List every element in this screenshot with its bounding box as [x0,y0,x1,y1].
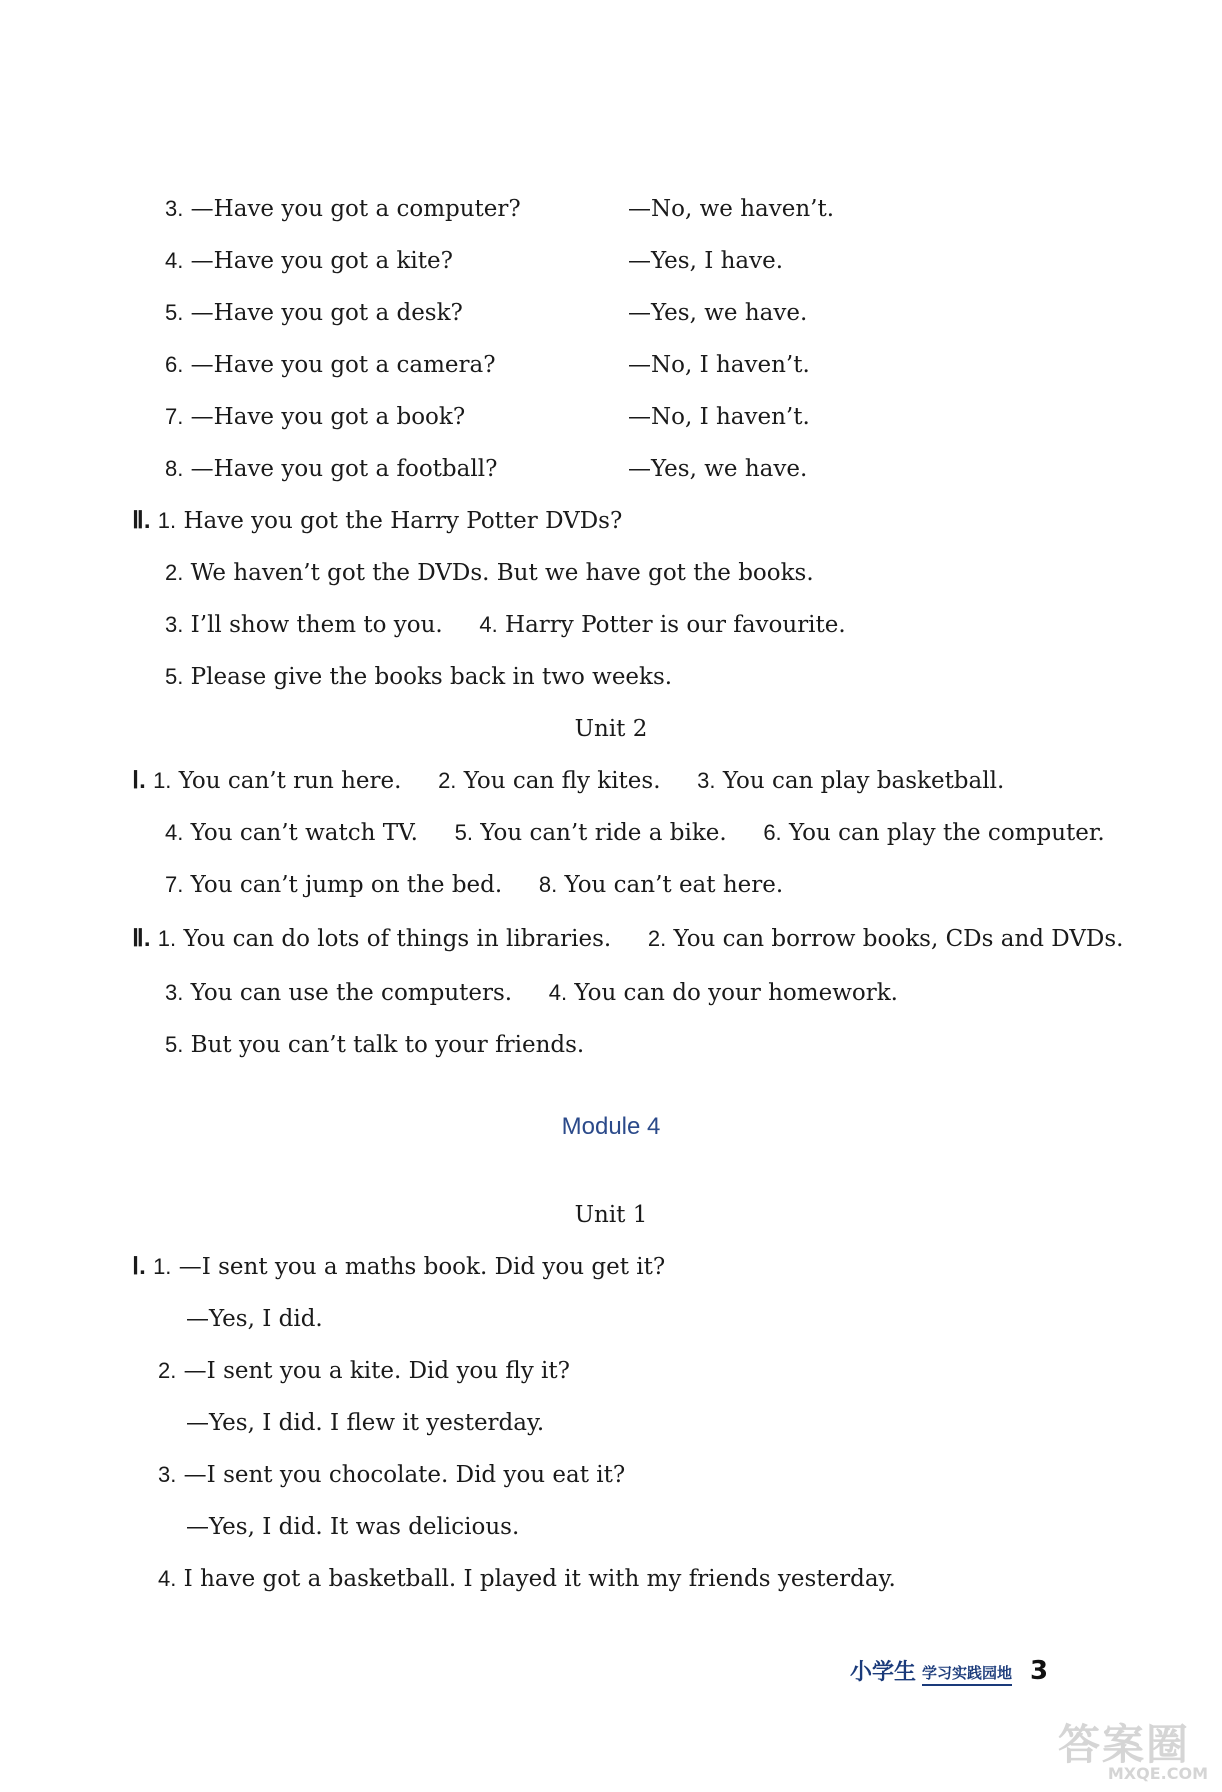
qa-row [165,298,463,328]
item-number: 2. [165,560,184,585]
answer-line [165,558,814,588]
watermark-text: 答案圈 [1058,1720,1191,1769]
answer-line [165,818,1105,848]
item-number: 5. [165,300,184,325]
item-number: 3. [158,1462,177,1487]
question-text: —I sent you a kite. Did you fly it? [183,1358,570,1384]
watermark-logo [1058,1712,1208,1782]
item-number: 4. [158,1566,177,1591]
section-marker: Ⅰ. [132,767,146,794]
answer-text: —Yes, we have. [628,456,808,482]
page-number: 3 [1030,1656,1049,1686]
answer-text: You can play the computer. [788,820,1105,846]
answer-text: You can’t watch TV. [190,820,418,846]
item-number: 3. [165,612,184,637]
item-number: 4. [165,248,184,273]
item-number: 8. [538,872,558,897]
section-marker: Ⅰ. [132,1253,146,1280]
answer-text: Harry Potter is our favourite. [505,612,846,638]
qa-row [165,402,465,432]
question-text: —Have you got a desk? [190,300,463,326]
qa-row [165,246,453,276]
footer-subtitle: 学习实践园地 [922,1662,1012,1686]
item-number: 1. [157,508,177,533]
answer-line [165,870,783,900]
item-number: 7. [165,872,184,897]
answer-text: You can do your homework. [574,980,898,1006]
answer-line [158,1460,625,1490]
footer-brand: 小学生 [850,1660,917,1685]
item-number: 6. [763,820,782,845]
qa-row [165,194,521,224]
qa-row [165,454,497,484]
answer-text: But you can’t talk to your friends. [190,1032,585,1058]
section-marker: Ⅱ. [132,925,151,952]
answer-text: —Yes, I did. I flew it yesterday. [186,1410,545,1436]
question-text: —I sent you chocolate. Did you eat it? [183,1462,626,1488]
answer-line [165,978,898,1008]
answer-line [158,1564,896,1594]
answer-line [132,766,1004,796]
question-text: —Have you got a computer? [190,196,521,222]
answer-line [165,1030,584,1060]
answer-line [165,662,672,692]
item-number: 4. [548,980,568,1005]
item-number: 2. [438,768,457,793]
question-text: —Have you got a book? [190,404,466,430]
item-number: 8. [165,456,184,481]
answer-text: I’ll show them to you. [190,612,443,638]
section-marker: Ⅱ. [132,507,151,534]
question-text: —I sent you a maths book. Did you get it? [178,1254,666,1280]
answer-text: Have you got the Harry Potter DVDs? [183,508,623,534]
answer-text: —No, I haven’t. [628,352,810,378]
answer-line [132,1252,665,1282]
item-number: 6. [165,352,184,377]
item-number: 2. [647,926,667,951]
answer-text: —Yes, we have. [628,300,808,326]
item-number: 1. [153,768,172,793]
question-text: —Have you got a camera? [190,352,496,378]
answer-text: —Yes, I did. [186,1306,323,1332]
item-number: 5. [165,664,184,689]
item-number: 5. [454,820,473,845]
answer-line [158,1356,570,1386]
unit-heading: Unit 1 [574,1202,648,1228]
watermark-url: MXQE.COM [1107,1764,1208,1783]
item-number: 1. [153,1254,172,1279]
answer-text: You can do lots of things in libraries. [183,926,612,952]
answer-text: You can’t ride a bike. [480,820,727,846]
answer-line [132,924,1124,954]
answer-text: —Yes, I have. [628,248,784,274]
answer-text: You can’t run here. [178,768,402,794]
page-footer [850,1655,1048,1686]
item-number: 2. [158,1358,177,1383]
item-number: 3. [165,196,184,221]
item-number: 1. [157,926,177,951]
answer-line [165,610,846,640]
item-number: 5. [165,1032,184,1057]
answer-text: Please give the books back in two weeks. [190,664,673,690]
answer-text: We haven’t got the DVDs. But we have got the books. [190,560,814,586]
item-number: 4. [165,820,184,845]
item-number: 3. [165,980,184,1005]
item-number: 3. [697,768,716,793]
unit-heading: Unit 2 [574,716,648,742]
answer-text: You can fly kites. [463,768,661,794]
qa-row [165,350,496,380]
answer-text: You can’t eat here. [564,872,784,898]
answer-text: You can use the computers. [190,980,513,1006]
module-heading: Module 4 [561,1113,661,1140]
answer-text: —No, I haven’t. [628,404,810,430]
answer-text: You can borrow books, CDs and DVDs. [673,926,1124,952]
question-text: —Have you got a football? [190,456,498,482]
answer-text: —Yes, I did. It was delicious. [186,1514,520,1540]
answer-text: I have got a basketball. I played it with my friends yesterday. [183,1566,896,1592]
answer-text: —No, we haven’t. [628,196,835,222]
answer-line [132,506,622,536]
answer-text: You can’t jump on the bed. [190,872,503,898]
item-number: 4. [479,612,498,637]
item-number: 7. [165,404,184,429]
answer-text: You can play basketball. [722,768,1005,794]
question-text: —Have you got a kite? [190,248,453,274]
